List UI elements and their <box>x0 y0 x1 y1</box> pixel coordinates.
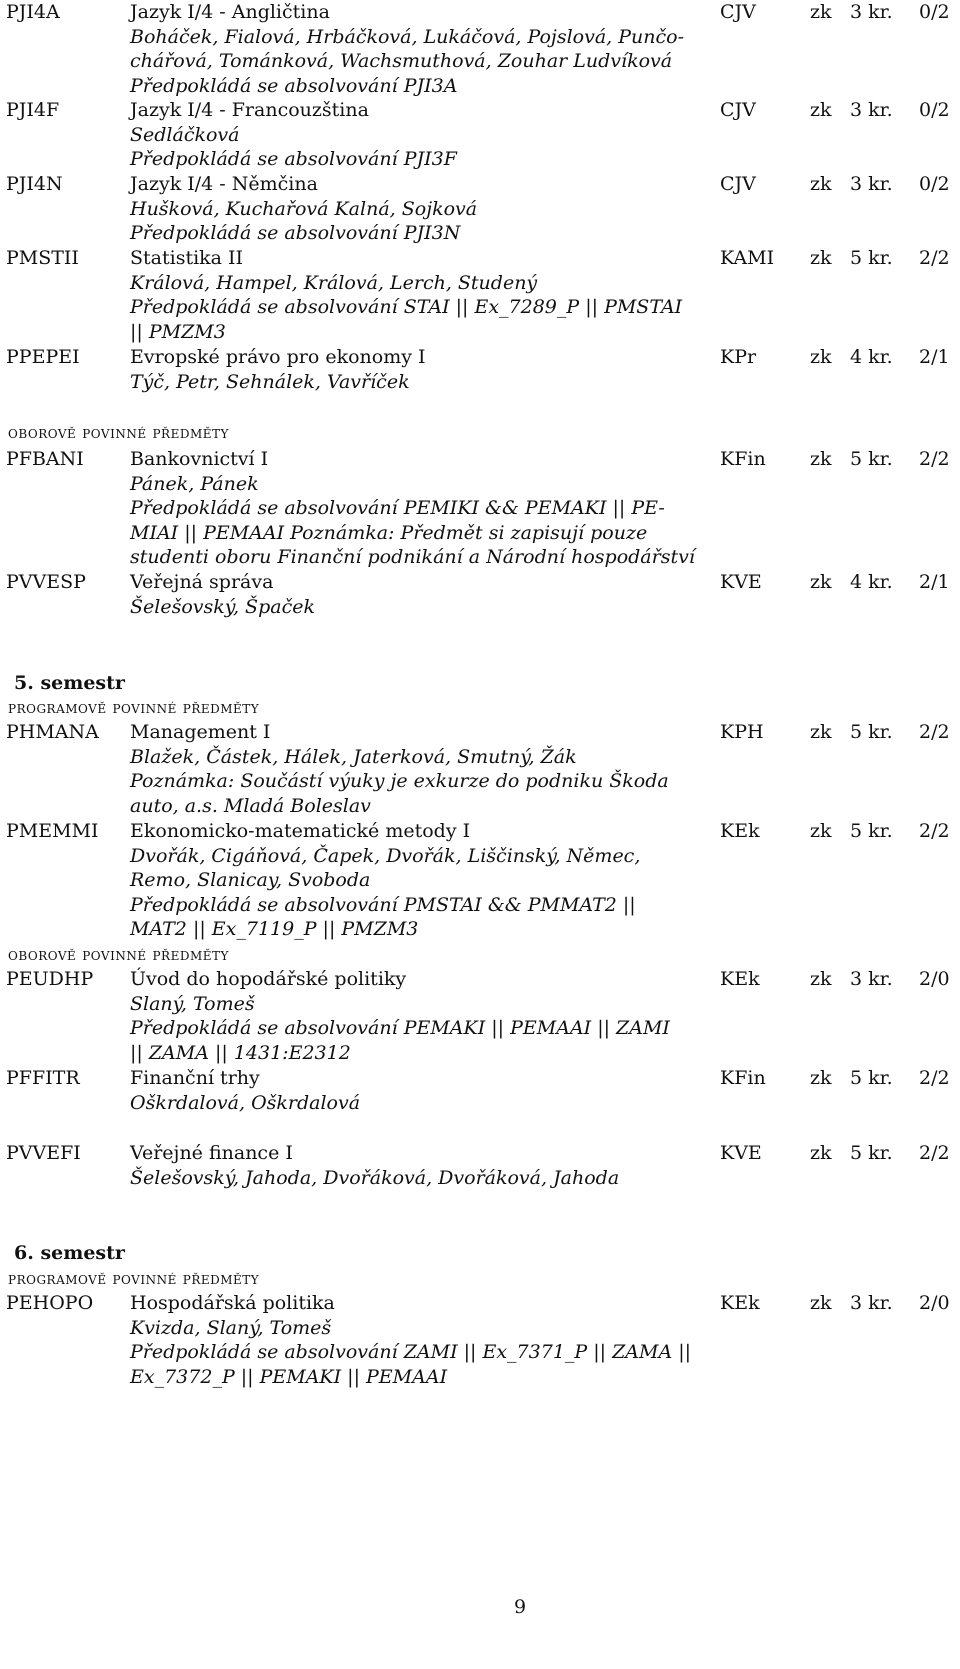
course-code: PFFITR <box>6 1067 80 1089</box>
course-detail-line: Králová, Hampel, Králová, Lerch, Studený <box>130 271 538 294</box>
course-detail-line: Oškrdalová, Oškrdalová <box>130 1091 361 1114</box>
course-hours: 0/2 <box>919 173 950 195</box>
course-credits: 5 kr. <box>850 1067 893 1089</box>
course-credits: 4 kr. <box>850 346 893 368</box>
course-detail-line: Boháček, Fialová, Hrbáčková, Lukáčová, Pojslová, Punčo- <box>130 25 684 48</box>
course-department: CJV <box>720 173 756 195</box>
course-title: Jazyk I/4 - Němčina <box>130 173 318 195</box>
course-title: Úvod do hopodářské politiky <box>130 968 407 990</box>
course-exam-type: zk <box>810 346 832 368</box>
course-detail-line: Blažek, Částek, Hálek, Jaterková, Smutný, Žák <box>130 745 577 768</box>
course-hours: 2/0 <box>919 968 950 990</box>
course-title: Finanční trhy <box>130 1067 260 1089</box>
course-credits: 3 kr. <box>850 1292 893 1314</box>
course-detail-line: MIAI || PEMAAI Poznámka: Předmět si zapisují pouze <box>130 521 648 544</box>
course-detail-line: Týč, Petr, Sehnálek, Vavříček <box>130 370 410 393</box>
course-hours: 2/2 <box>919 247 950 269</box>
course-department: KFin <box>720 448 766 470</box>
course-detail-line: chářová, Tománková, Wachsmuthová, Zouhar Ludvíková <box>130 50 673 73</box>
section-heading-obor-5: oborově povinné předměty <box>8 945 229 965</box>
course-department: KVE <box>720 1142 762 1164</box>
course-credits: 5 kr. <box>850 448 893 470</box>
semester-heading-6: 6. semestr <box>14 1242 125 1264</box>
course-department: KPr <box>720 346 757 368</box>
course-credits: 5 kr. <box>850 721 893 743</box>
course-detail-line: Předpokládá se absolvování PEMAKI || PEMAAI || ZAMI <box>130 1017 670 1040</box>
course-hours: 2/1 <box>919 346 950 368</box>
course-detail-line: || PMZM3 <box>130 320 226 343</box>
course-detail-line: Remo, Slanicay, Svoboda <box>130 869 371 892</box>
course-department: KVE <box>720 571 762 593</box>
course-title: Veřejné finance I <box>130 1142 293 1164</box>
course-department: KEk <box>720 820 760 842</box>
course-detail-line: Poznámka: Součástí výuky je exkurze do podniku Škoda <box>130 770 669 793</box>
course-hours: 2/2 <box>919 820 950 842</box>
course-hours: 2/0 <box>919 1292 950 1314</box>
course-exam-type: zk <box>810 968 832 990</box>
course-hours: 2/2 <box>919 1067 950 1089</box>
course-credits: 4 kr. <box>850 571 893 593</box>
course-detail-line: Předpokládá se absolvování PJI3N <box>130 222 461 245</box>
course-detail-line: studenti oboru Finanční podnikání a Národní hospodářství <box>130 546 695 569</box>
course-detail-line: Hušková, Kuchařová Kalná, Sojková <box>130 197 478 220</box>
course-code: PJI4N <box>6 173 63 195</box>
course-department: KEk <box>720 968 760 990</box>
course-exam-type: zk <box>810 99 832 121</box>
course-department: KEk <box>720 1292 760 1314</box>
course-credits: 5 kr. <box>850 247 893 269</box>
course-detail-line: Ex_7372_P || PEMAKI || PEMAAI <box>130 1365 448 1388</box>
course-credits: 5 kr. <box>850 820 893 842</box>
course-detail-line: Kvizda, Slaný, Tomeš <box>130 1316 332 1339</box>
course-hours: 0/2 <box>919 99 950 121</box>
course-title: Management I <box>130 721 271 743</box>
course-exam-type: zk <box>810 1142 832 1164</box>
course-department: KPH <box>720 721 764 743</box>
course-code: PJI4F <box>6 99 60 121</box>
course-title: Evropské právo pro ekonomy I <box>130 346 426 368</box>
course-exam-type: zk <box>810 247 832 269</box>
section-heading-prog-6: programově povinné předměty <box>8 1269 260 1289</box>
course-detail-line: auto, a.s. Mladá Boleslav <box>130 794 371 817</box>
course-code: PHMANA <box>6 721 99 743</box>
course-credits: 5 kr. <box>850 1142 893 1164</box>
course-detail-line: Předpokládá se absolvování PEMIKI && PEMAKI || PE- <box>130 497 665 520</box>
course-exam-type: zk <box>810 1292 832 1314</box>
course-exam-type: zk <box>810 1 832 23</box>
course-detail-line: Předpokládá se absolvování PJI3F <box>130 148 457 171</box>
course-hours: 2/2 <box>919 1142 950 1164</box>
course-department: CJV <box>720 99 756 121</box>
course-code: PFBANI <box>6 448 84 470</box>
course-code: PPEPEI <box>6 346 80 368</box>
course-title: Veřejná správa <box>130 571 274 593</box>
course-detail-line: Předpokládá se absolvování PJI3A <box>130 74 458 97</box>
course-code: PVVEFI <box>6 1142 81 1164</box>
course-exam-type: zk <box>810 721 832 743</box>
course-exam-type: zk <box>810 448 832 470</box>
course-detail-line: Sedláčková <box>130 123 240 146</box>
course-credits: 3 kr. <box>850 1 893 23</box>
course-exam-type: zk <box>810 820 832 842</box>
course-detail-line: Slaný, Tomeš <box>130 992 255 1015</box>
semester-heading-5: 5. semestr <box>14 672 125 694</box>
course-department: CJV <box>720 1 756 23</box>
course-code: PEHOPO <box>6 1292 94 1314</box>
course-detail-line: Předpokládá se absolvování PMSTAI && PMMAT2 || <box>130 893 636 916</box>
course-credits: 3 kr. <box>850 968 893 990</box>
course-detail-line: MAT2 || Ex_7119_P || PMZM3 <box>130 918 419 941</box>
course-hours: 2/1 <box>919 571 950 593</box>
section-heading-prog-5: programově povinné předměty <box>8 698 260 718</box>
course-department: KFin <box>720 1067 766 1089</box>
course-detail-line: Šelešovský, Jahoda, Dvořáková, Dvořáková, Jahoda <box>130 1166 620 1189</box>
course-code: PMSTII <box>6 247 79 269</box>
course-code: PMEMMI <box>6 820 99 842</box>
course-hours: 0/2 <box>919 1 950 23</box>
course-code: PJI4A <box>6 1 60 23</box>
course-detail-line: Šelešovský, Špaček <box>130 595 315 618</box>
course-exam-type: zk <box>810 571 832 593</box>
course-detail-line: Předpokládá se absolvování ZAMI || Ex_7371_P || ZAMA || <box>130 1341 692 1364</box>
course-department: KAMI <box>720 247 775 269</box>
section-heading-obor-1: oborově povinné předměty <box>8 423 229 443</box>
course-detail-line: Pánek, Pánek <box>130 472 259 495</box>
course-detail-line: Dvořák, Cigáňová, Čapek, Dvořák, Liščinský, Němec, <box>130 844 641 867</box>
course-exam-type: zk <box>810 1067 832 1089</box>
course-detail-line: || ZAMA || 1431:E2312 <box>130 1041 351 1064</box>
course-hours: 2/2 <box>919 448 950 470</box>
course-title: Jazyk I/4 - Angličtina <box>130 1 330 23</box>
page-number: 9 <box>514 1596 527 1618</box>
course-title: Ekonomicko-matematické metody I <box>130 820 471 842</box>
course-credits: 3 kr. <box>850 173 893 195</box>
course-code: PEUDHP <box>6 968 94 990</box>
course-exam-type: zk <box>810 173 832 195</box>
course-hours: 2/2 <box>919 721 950 743</box>
course-title: Statistika II <box>130 247 244 269</box>
course-detail-line: Předpokládá se absolvování STAI || Ex_7289_P || PMSTAI <box>130 296 683 319</box>
course-title: Bankovnictví I <box>130 448 269 470</box>
course-title: Jazyk I/4 - Francouzština <box>130 99 369 121</box>
course-credits: 3 kr. <box>850 99 893 121</box>
course-title: Hospodářská politika <box>130 1292 335 1314</box>
course-code: PVVESP <box>6 571 86 593</box>
